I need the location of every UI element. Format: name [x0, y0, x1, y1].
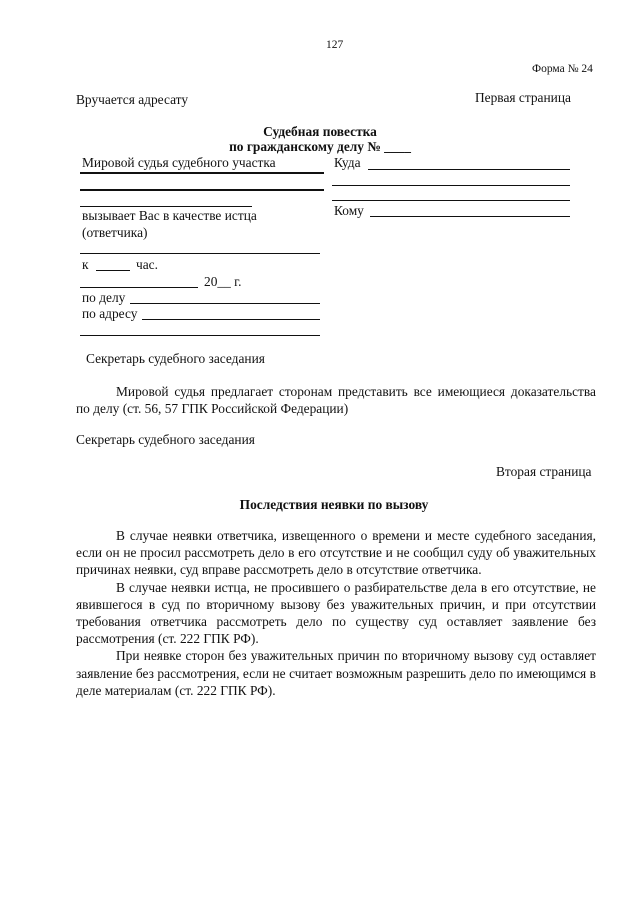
role-text: (ответчика) — [82, 225, 148, 240]
secretary-label-bottom: Секретарь судебного заседания — [76, 432, 255, 447]
case-label: по делу — [82, 290, 126, 305]
summons-title: Судебная повестка — [263, 124, 377, 139]
paragraph-defendant: В случае неявки ответчика, извещенного о времени и месте судебного заседания, если он не просил рассмотреть дело в его отсутствие и не сообщил суду об уважительных причинах неявки, суд вправе рассмотреть дело в отсутствие ответчика. — [76, 528, 596, 578]
paragraph-parties: При неявке сторон без уважительных причин по вторичному вызову суд оставляет заявление без рассмотрения, если не считает возможным разрешить дело по имеющимся в деле материалам (ст. 222 ГПК РФ). — [76, 648, 596, 698]
address-extra-line — [80, 335, 320, 336]
judge-line — [80, 172, 324, 174]
secretary-label-top: Секретарь судебного заседания — [86, 351, 265, 366]
where-line-2 — [332, 185, 570, 186]
whom-label: Кому — [334, 203, 364, 218]
summons-text: вызывает Вас в качестве истца — [82, 208, 257, 223]
judge-label: Мировой судья судебного участка — [82, 155, 276, 170]
page-number: 127 — [326, 39, 344, 51]
court-section-line — [80, 189, 324, 191]
recipient-note: Вручается адресату — [76, 92, 189, 107]
time-suffix: час. — [136, 257, 158, 272]
date-line — [80, 287, 198, 288]
role-line — [80, 253, 320, 254]
address-label: по адресу — [82, 306, 138, 321]
time-hour-line — [96, 270, 130, 271]
consequences-heading: Последствия неявки по вызову — [239, 497, 429, 512]
case-line — [130, 303, 320, 304]
where-line-3 — [332, 200, 570, 201]
summons-subtitle: по гражданскому делу № ____ — [229, 139, 411, 154]
consequences-body — [76, 527, 596, 699]
where-label: Куда — [334, 155, 361, 170]
form-label: Форма № 24 — [532, 63, 593, 75]
blank-line — [80, 206, 252, 207]
year-text: 20__ г. — [204, 274, 242, 289]
first-page-label: Первая страница — [475, 90, 571, 105]
where-line-1 — [368, 169, 570, 170]
second-page-label: Вторая страница — [496, 464, 592, 479]
notice-text: Мировой судья предлагает сторонам представить все имеющиеся доказательства по делу (ст. 56, 57 ГПК Российской Федерации) — [76, 384, 596, 417]
time-prefix: к — [82, 257, 89, 272]
whom-line — [370, 216, 570, 217]
address-line — [142, 319, 320, 320]
paragraph-plaintiff: В случае неявки истца, не просившего о разбирательстве дела в его отсутствие, не явившегося в суд по вторичному вызову без уважительных причин, и при отсутствии требования ответчика рассмотреть дело по существу суд оставляет заявление без рассмотрения (ст. 222 ГПК РФ). — [76, 579, 596, 647]
